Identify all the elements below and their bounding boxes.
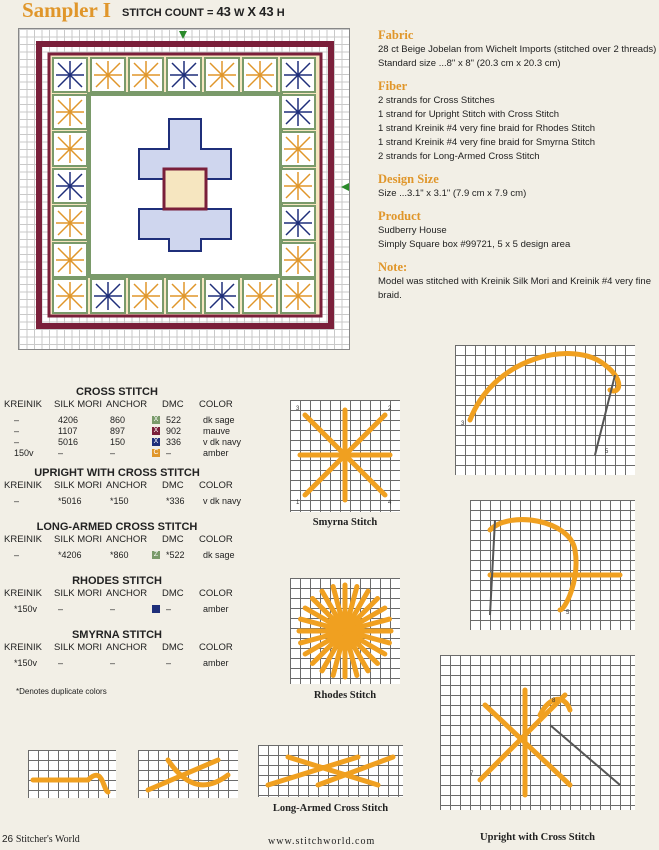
upright-diagram-step-1 [455, 345, 635, 475]
column-header: COLOR [199, 642, 233, 653]
key-cell-silk: *4206 [58, 550, 82, 560]
note-heading: Note: [378, 260, 408, 274]
page-title: Sampler I [22, 0, 111, 22]
key-row [2, 604, 242, 615]
fabric-line: Standard size ...8" x 8" (20.3 cm x 20.3 cm) [378, 58, 561, 69]
fiber-line: 2 strands for Cross Stitches [378, 95, 495, 106]
long-armed-step-1-illustration [28, 750, 116, 798]
key-cell-anchor: – [110, 604, 116, 614]
upright-diagram-step-2 [470, 500, 635, 630]
key-cell-anchor: *150 [110, 496, 129, 506]
svg-text:2: 2 [388, 406, 392, 412]
column-header: SILK MORI [54, 642, 103, 653]
key-row [2, 658, 242, 669]
key-cell-silk: *5016 [58, 496, 82, 506]
upright-caption: Upright with Cross Stitch [479, 832, 596, 843]
key-cell-kreinik: – [14, 415, 20, 425]
stitch-chart [18, 28, 350, 350]
key-row [2, 415, 242, 426]
key-cell-dmc: – [166, 658, 172, 668]
footer-url: www.stitchworld.com [268, 836, 376, 847]
color-swatch [152, 605, 160, 613]
fiber-line: 1 strand Kreinik #4 very fine braid for Rhodes Stitch [378, 123, 596, 134]
column-header: DMC [162, 399, 184, 410]
key-row [2, 426, 242, 437]
column-header: DMC [162, 534, 184, 545]
svg-text:4: 4 [388, 500, 392, 506]
upright-step-3-illustration [440, 655, 635, 810]
key-cell-kreinik: – [14, 550, 20, 560]
key-cell-color: dk sage [203, 550, 235, 560]
key-cell-silk: – [58, 448, 64, 458]
column-header: KREINIK [4, 480, 43, 491]
color-swatch [152, 659, 160, 667]
stitch-section-title: SMYRNA STITCH [71, 629, 163, 641]
key-cell-color: mauve [203, 426, 231, 436]
key-row [2, 437, 242, 448]
key-cell-silk: – [58, 658, 64, 668]
stitch-section-title: CROSS STITCH [76, 386, 158, 398]
footer-page: 26 Stitcher's World [2, 834, 80, 845]
svg-text:1: 1 [296, 500, 300, 506]
key-cell-silk: 4206 [58, 415, 79, 425]
column-header: DMC [162, 480, 184, 491]
color-swatch: C [153, 449, 159, 456]
long-armed-step-3-illustration [258, 745, 403, 797]
upright-step-2-illustration [470, 500, 635, 630]
key-cell-anchor: – [110, 658, 116, 668]
key-column-headers [2, 399, 242, 411]
column-header: COLOR [199, 399, 233, 410]
svg-text:8: 8 [552, 698, 556, 704]
smyrna-caption: Smyrna Stitch [312, 517, 378, 528]
key-footnote: *Denotes duplicate colors [16, 687, 107, 696]
key-cell-color: v dk navy [203, 437, 242, 447]
smyrna-diagram [290, 400, 400, 512]
key-cell-kreinik: – [14, 496, 20, 506]
column-header: KREINIK [4, 534, 43, 545]
column-header: ANCHOR [106, 588, 148, 599]
product-heading: Product [378, 209, 421, 223]
long-armed-step-3 [258, 745, 403, 797]
key-column-headers [2, 480, 242, 492]
key-cell-silk: 5016 [58, 437, 79, 447]
key-cell-color: amber [203, 604, 229, 614]
key-cell-silk: – [58, 604, 64, 614]
key-cell-silk: 1107 [58, 426, 78, 436]
key-cell-anchor: *860 [110, 550, 129, 560]
upright-diagram-step-3 [440, 655, 635, 810]
key-cell-kreinik: 150v [14, 448, 34, 458]
stitch-section-title: RHODES STITCH [72, 575, 162, 587]
rhodes-illustration [290, 578, 400, 684]
key-column-headers [2, 642, 242, 654]
color-swatch: Z [153, 551, 159, 558]
design-size-line: Size ...3.1" x 3.1" (7.9 cm x 7.9 cm) [378, 188, 527, 199]
key-cell-dmc: *522 [166, 550, 185, 560]
key-column-headers [2, 534, 242, 546]
fiber-line: 1 strand for Upright Stitch with Cross Stitch [378, 109, 560, 120]
key-cell-anchor: 860 [110, 415, 126, 425]
column-header: SILK MORI [54, 588, 103, 599]
column-header: DMC [162, 588, 184, 599]
column-header: COLOR [199, 534, 233, 545]
key-cell-kreinik: *150v [14, 658, 38, 668]
long-armed-step-2-illustration [138, 750, 238, 798]
long-armed-caption: Long-Armed Cross Stitch [272, 803, 389, 814]
column-header: ANCHOR [106, 642, 148, 653]
column-header: SILK MORI [54, 399, 103, 410]
product-line: Simply Square box #99721, 5 x 5 design area [378, 239, 571, 250]
fabric-line: 28 ct Beige Jobelan from Wichelt Imports (stitched over 2 threads) [378, 44, 657, 55]
svg-text:3: 3 [296, 406, 300, 412]
long-armed-step-1 [28, 750, 116, 798]
key-column-headers [2, 588, 242, 600]
rhodes-caption: Rhodes Stitch [313, 690, 377, 701]
fabric-heading: Fabric [378, 28, 414, 42]
stitch-count: STITCH COUNT = 43 W X 43 H [122, 4, 285, 19]
column-header: KREINIK [4, 588, 43, 599]
design-size-heading: Design Size [378, 172, 439, 186]
svg-text:7: 7 [470, 771, 474, 777]
color-swatch: X [153, 438, 159, 445]
key-cell-kreinik: *150v [14, 604, 38, 614]
key-cell-color: amber [203, 658, 229, 668]
column-header: COLOR [199, 588, 233, 599]
details-panel [378, 28, 658, 303]
key-cell-dmc: 522 [166, 415, 182, 425]
column-header: ANCHOR [106, 534, 148, 545]
svg-text:5: 5 [605, 449, 609, 455]
column-header: KREINIK [4, 642, 43, 653]
svg-text:5: 5 [566, 610, 570, 616]
key-cell-color: dk sage [203, 415, 235, 425]
column-header: ANCHOR [106, 480, 148, 491]
key-cell-dmc: *336 [166, 496, 185, 506]
upright-step-1-illustration [455, 345, 635, 475]
key-cell-dmc: 902 [166, 426, 182, 436]
key-cell-kreinik: – [14, 426, 20, 436]
color-swatch [152, 497, 160, 505]
key-cell-anchor: 150 [110, 437, 126, 447]
rhodes-diagram [290, 578, 400, 684]
product-line: Sudberry House [378, 225, 447, 236]
column-header: DMC [162, 642, 184, 653]
color-swatch: X [153, 416, 159, 423]
fiber-line: 1 strand Kreinik #4 very fine braid for Smyrna Stitch [378, 137, 596, 148]
smyrna-illustration [290, 400, 400, 512]
color-swatch: X [153, 427, 159, 434]
key-row [2, 448, 242, 459]
column-header: SILK MORI [54, 534, 103, 545]
key-row [2, 496, 242, 507]
column-header: ANCHOR [106, 399, 148, 410]
note-line: Model was stitched with Kreinik Silk Mori and Kreinik #4 very fine braid. [378, 276, 651, 301]
key-cell-dmc: – [166, 604, 172, 614]
chart-pattern [19, 29, 349, 349]
key-cell-anchor: – [110, 448, 116, 458]
color-key [2, 386, 242, 716]
column-header: COLOR [199, 480, 233, 491]
key-cell-color: amber [203, 448, 229, 458]
key-cell-color: v dk navy [203, 496, 242, 506]
column-header: SILK MORI [54, 480, 103, 491]
key-cell-dmc: – [166, 448, 172, 458]
key-cell-anchor: 897 [110, 426, 126, 436]
fiber-line: 2 strands for Long-Armed Cross Stitch [378, 151, 540, 162]
key-cell-dmc: 336 [166, 437, 182, 447]
key-row [2, 550, 242, 561]
column-header: KREINIK [4, 399, 43, 410]
fiber-heading: Fiber [378, 79, 408, 93]
key-cell-kreinik: – [14, 437, 20, 447]
long-armed-step-2 [138, 750, 238, 798]
stitch-section-title: UPRIGHT WITH CROSS STITCH [34, 467, 200, 479]
svg-text:3: 3 [461, 421, 465, 427]
stitch-section-title: LONG-ARMED CROSS STITCH [36, 521, 198, 533]
